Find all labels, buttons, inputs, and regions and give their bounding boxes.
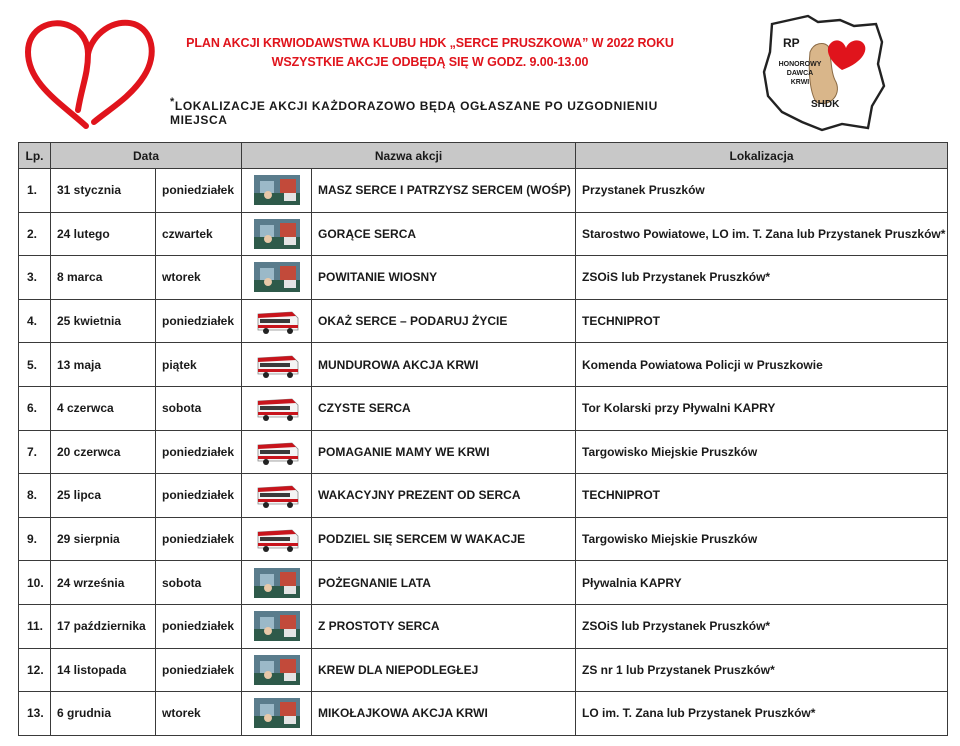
row-weekday: czwartek <box>156 212 242 256</box>
row-weekday: poniedziałek <box>156 430 242 474</box>
row-weekday: wtorek <box>156 256 242 300</box>
row-weekday: poniedziałek <box>156 604 242 648</box>
logo-rp: RP <box>783 36 800 50</box>
logo-line1: HONOROWY <box>778 61 822 68</box>
row-date: 24 września <box>51 561 156 605</box>
table-row <box>19 561 948 605</box>
row-lp: 2. <box>19 212 51 256</box>
row-action-name: KREW DLA NIEPODLEGŁEJ <box>312 648 576 692</box>
blood-donation-photo-icon <box>242 604 312 648</box>
row-location: Tor Kolarski przy Pływalni KAPRY <box>576 386 948 430</box>
note-asterisk: * <box>170 96 175 108</box>
table-row <box>19 256 948 300</box>
blood-donation-photo-icon <box>242 648 312 692</box>
row-lp: 9. <box>19 517 51 561</box>
note-text: LOKALIZACJE AKCJI KAŻDORAZOWO BĘDĄ OGŁASZANE PO UZGODNIENIU MIEJSCA <box>170 99 658 127</box>
page-subtitle: WSZYSTKIE AKCJE ODBĘDĄ SIĘ W GODZ. 9.00-13.00 <box>271 55 589 69</box>
row-lp: 5. <box>19 343 51 387</box>
heart-logo-icon <box>22 14 160 132</box>
row-date: 24 lutego <box>51 212 156 256</box>
row-action-name: POŻEGNANIE LATA <box>312 561 576 605</box>
row-lp: 1. <box>19 169 51 213</box>
row-lp: 6. <box>19 386 51 430</box>
row-action-name: MASZ SERCE I PATRZYSZ SERCEM (WOŚP) <box>312 169 576 213</box>
row-action-name: POMAGANIE MAMY WE KRWI <box>312 430 576 474</box>
row-action-name: CZYSTE SERCA <box>312 386 576 430</box>
logo-line2: DAWCA <box>786 70 814 77</box>
locations-note <box>170 96 710 127</box>
row-date: 17 października <box>51 604 156 648</box>
row-weekday: poniedziałek <box>156 169 242 213</box>
row-weekday: sobota <box>156 386 242 430</box>
bloodmobile-bus-icon <box>242 343 312 387</box>
row-date: 14 listopada <box>51 648 156 692</box>
row-location: TECHNIPROT <box>576 299 948 343</box>
row-lp: 7. <box>19 430 51 474</box>
table-row <box>19 299 948 343</box>
row-lp: 13. <box>19 692 51 736</box>
blood-donation-photo-icon <box>242 212 312 256</box>
table-row <box>19 474 948 518</box>
blood-donation-photo-icon <box>242 169 312 213</box>
row-date: 6 grudnia <box>51 692 156 736</box>
table-row <box>19 692 948 736</box>
row-location: Pływalnia KAPRY <box>576 561 948 605</box>
header-lp: Lp. <box>19 143 51 169</box>
logo-honorowy-dawca-krwi <box>770 60 830 87</box>
row-date: 25 kwietnia <box>51 299 156 343</box>
row-action-name: OKAŻ SERCE – PODARUJ ŻYCIE <box>312 299 576 343</box>
row-location: ZS nr 1 lub Przystanek Pruszków* <box>576 648 948 692</box>
table-header-row <box>19 143 948 169</box>
table-row <box>19 212 948 256</box>
row-action-name: POWITANIE WIOSNY <box>312 256 576 300</box>
row-lp: 8. <box>19 474 51 518</box>
table-row <box>19 386 948 430</box>
row-location: ZSOiS lub Przystanek Pruszków* <box>576 256 948 300</box>
row-lp: 3. <box>19 256 51 300</box>
bloodmobile-bus-icon <box>242 386 312 430</box>
table-row <box>19 343 948 387</box>
table-row <box>19 430 948 474</box>
row-action-name: MUNDUROWA AKCJA KRWI <box>312 343 576 387</box>
row-date: 25 lipca <box>51 474 156 518</box>
blood-donation-photo-icon <box>242 256 312 300</box>
row-action-name: WAKACYJNY PREZENT OD SERCA <box>312 474 576 518</box>
table-row <box>19 169 948 213</box>
row-location: Targowisko Miejskie Pruszków <box>576 517 948 561</box>
row-location: Przystanek Pruszków <box>576 169 948 213</box>
actions-table <box>18 142 948 736</box>
row-location: Starostwo Powiatowe, LO im. T. Zana lub Przystanek Pruszków* <box>576 212 948 256</box>
row-lp: 10. <box>19 561 51 605</box>
row-date: 31 stycznia <box>51 169 156 213</box>
row-lp: 4. <box>19 299 51 343</box>
bloodmobile-bus-icon <box>242 430 312 474</box>
row-location: TECHNIPROT <box>576 474 948 518</box>
blood-donation-photo-icon <box>242 561 312 605</box>
logo-line3: KRWI <box>790 79 810 86</box>
row-date: 8 marca <box>51 256 156 300</box>
row-date: 4 czerwca <box>51 386 156 430</box>
row-weekday: wtorek <box>156 692 242 736</box>
row-lp: 12. <box>19 648 51 692</box>
row-location: Komenda Powiatowa Policji w Pruszkowie <box>576 343 948 387</box>
title-block <box>160 34 700 72</box>
row-action-name: MIKOŁAJKOWA AKCJA KRWI <box>312 692 576 736</box>
row-action-name: PODZIEL SIĘ SERCEM W WAKACJE <box>312 517 576 561</box>
header-nazwa-akcji: Nazwa akcji <box>242 143 576 169</box>
bloodmobile-bus-icon <box>242 474 312 518</box>
row-date: 29 sierpnia <box>51 517 156 561</box>
row-weekday: poniedziałek <box>156 648 242 692</box>
row-location: ZSOiS lub Przystanek Pruszków* <box>576 604 948 648</box>
header-lokalizacja: Lokalizacja <box>576 143 948 169</box>
header-data: Data <box>51 143 242 169</box>
row-location: Targowisko Miejskie Pruszków <box>576 430 948 474</box>
row-lp: 11. <box>19 604 51 648</box>
row-action-name: GORĄCE SERCA <box>312 212 576 256</box>
bloodmobile-bus-icon <box>242 299 312 343</box>
table-row <box>19 517 948 561</box>
row-weekday: piątek <box>156 343 242 387</box>
row-weekday: sobota <box>156 561 242 605</box>
blood-donation-photo-icon <box>242 692 312 736</box>
row-weekday: poniedziałek <box>156 517 242 561</box>
table-row <box>19 604 948 648</box>
row-date: 13 maja <box>51 343 156 387</box>
logo-shdk: SHDK <box>811 99 840 110</box>
row-location: LO im. T. Zana lub Przystanek Pruszków* <box>576 692 948 736</box>
table-row <box>19 648 948 692</box>
page-title: PLAN AKCJI KRWIODAWSTWA KLUBU HDK „SERCE PRUSZKOWA” W 2022 ROKU <box>186 36 674 50</box>
row-action-name: Z PROSTOTY SERCA <box>312 604 576 648</box>
row-date: 20 czerwca <box>51 430 156 474</box>
row-weekday: poniedziałek <box>156 299 242 343</box>
bloodmobile-bus-icon <box>242 517 312 561</box>
row-weekday: poniedziałek <box>156 474 242 518</box>
